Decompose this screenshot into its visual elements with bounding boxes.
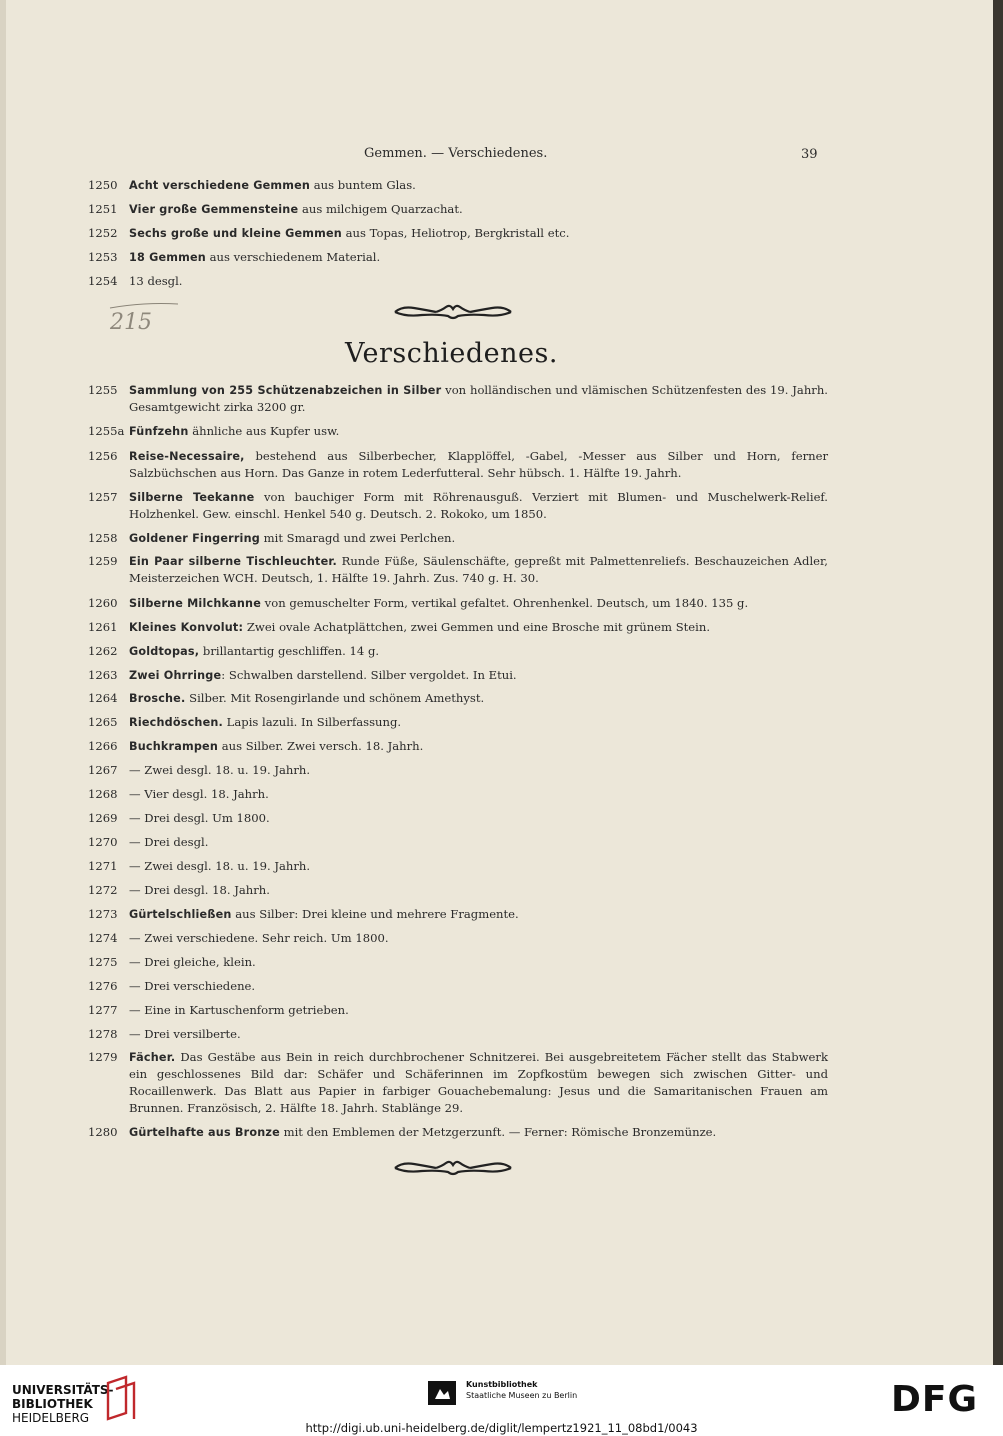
lot-text: — Drei versilberte. — [129, 1027, 241, 1041]
lot-text: 13 desgl. — [129, 274, 183, 288]
lot-text: bestehend aus Silberbecher, Klapplöffel, -Gabel, -Messer aus Silber und Horn, ferner Salzbüchschen aus Horn. Das Ganze in rotem Lederfutteral. Sehr hübsch. 1. Hälfte 19. Jahrh. — [129, 449, 828, 480]
lot-text: Das Gestäbe aus Bein in reich durchbrochener Schnitzerei. Bei ausgebreitetem Fächer stellt das Stabwerk ein geschlossenes Bild dar: Schäfer und Schäferinnen im Zopfkostüm bewegen sich zwischen Gitter- und Rocaillenwerk. Das Blatt aus Papier in farbiger Gouachebemalung: Jesus und die Samaritanischen Frauen am Brunnen. Französisch, 2. Hälfte 18. Jahrh. Stablänge 29. — [129, 1050, 828, 1115]
lot-text: mit den Emblemen der Metzgerzunft. — Ferner: Römische Bronzemünze. — [279, 1125, 717, 1139]
uni-line-2: BIBLIOTHEK — [12, 1397, 93, 1411]
lot-title: Acht verschiedene Gemmen — [129, 179, 311, 192]
lot-number: 1253 — [88, 250, 118, 264]
lot-number: 1280 — [88, 1125, 118, 1139]
kunstbibliothek-logo[interactable] — [466, 1379, 577, 1401]
lot-text: Lapis lazuli. In Silberfassung. — [223, 715, 402, 729]
lot-number: 1260 — [88, 596, 118, 610]
lot-title: Goldtopas, — [129, 645, 200, 658]
lot-title: Kleines Konvolut: — [129, 621, 244, 634]
page-edge — [0, 0, 6, 1365]
lot-description — [129, 1026, 828, 1043]
lot-description — [129, 595, 828, 612]
lot-text: — Drei desgl. 18. Jahrh. — [129, 883, 270, 897]
lot-number: 1255a — [88, 424, 125, 438]
lot-title: Riechdöschen. — [129, 716, 223, 729]
lot-text: von holländischen und vlämischen Schützenfesten des 19. Jahrh. Gesamtgewicht zirka 3200 gr. — [129, 383, 828, 414]
lot-description — [129, 249, 828, 266]
lot-description — [129, 714, 828, 731]
lot-description — [129, 1002, 828, 1019]
ornament-divider-top — [392, 301, 514, 323]
lot-number: 1264 — [88, 691, 118, 705]
lot-description — [129, 489, 828, 523]
lot-title: Sechs große und kleine Gemmen — [129, 227, 342, 240]
lot-description — [129, 810, 828, 827]
lot-description — [129, 273, 828, 290]
lot-text: — Vier desgl. 18. Jahrh. — [129, 787, 269, 801]
lot-description — [129, 177, 828, 194]
lot-title: Ein Paar silberne Tischleuchter. — [129, 555, 337, 568]
lot-description — [129, 882, 828, 899]
lot-text: aus buntem Glas. — [310, 178, 416, 192]
lot-number: 1271 — [88, 859, 118, 873]
lot-number: 1267 — [88, 763, 118, 777]
lot-text: ähnliche aus Kupfer usw. — [188, 424, 340, 438]
lot-number: 1274 — [88, 931, 118, 945]
lot-text: — Zwei desgl. 18. u. 19. Jahrh. — [129, 859, 311, 873]
lot-number: 1259 — [88, 554, 118, 568]
lot-number: 1278 — [88, 1027, 118, 1041]
lot-description — [129, 553, 828, 587]
lot-title: Zwei Ohrringe — [129, 669, 222, 682]
lot-description — [129, 201, 828, 218]
lot-title: Fächer. — [129, 1051, 176, 1064]
lot-text: — Drei desgl. Um 1800. — [129, 811, 270, 825]
lot-description — [129, 954, 828, 971]
header-title: Gemmen. — Verschiedenes. — [364, 146, 548, 161]
lot-description — [129, 423, 828, 440]
running-header — [0, 146, 1003, 166]
lot-text: brillantartig geschliffen. 14 g. — [199, 644, 380, 658]
lot-title: Vier große Gemmensteine — [129, 203, 299, 216]
section-heading: Verschiedenes. — [345, 338, 558, 369]
lot-text: aus milchigem Quarzachat. — [298, 202, 463, 216]
lot-title: 18 Gemmen — [129, 251, 206, 264]
dfg-logo[interactable]: DFG — [891, 1379, 979, 1420]
uni-line-1: UNIVERSITÄTS- — [12, 1383, 114, 1397]
lot-text: Silber. Mit Rosengirlande und schönem Amethyst. — [185, 691, 485, 705]
lot-description — [129, 906, 828, 923]
lot-text: aus Silber: Drei kleine und mehrere Fragmente. — [231, 907, 519, 921]
lot-title: Brosche. — [129, 692, 186, 705]
lot-number: 1273 — [88, 907, 118, 921]
lot-text: aus Silber. Zwei versch. 18. Jahrh. — [218, 739, 424, 753]
lot-description — [129, 978, 828, 995]
lot-number: 1252 — [88, 226, 118, 240]
lot-text: — Drei verschiedene. — [129, 979, 256, 993]
lot-number: 1272 — [88, 883, 118, 897]
lot-number: 1251 — [88, 202, 118, 216]
lot-number: 1277 — [88, 1003, 118, 1017]
kunstbibliothek-label: Kunstbibliothek — [466, 1380, 538, 1389]
lot-number: 1257 — [88, 490, 118, 504]
lot-description — [129, 530, 828, 547]
lot-number: 1279 — [88, 1050, 118, 1064]
lot-title: Buchkrampen — [129, 740, 219, 753]
lot-text: — Drei desgl. — [129, 835, 209, 849]
lot-number: 1258 — [88, 531, 118, 545]
lot-number: 1263 — [88, 668, 118, 682]
footer-bar — [0, 1365, 1003, 1436]
lot-title: Gürtelhafte aus Bronze — [129, 1126, 280, 1139]
lot-text: aus Topas, Heliotrop, Bergkristall etc. — [341, 226, 570, 240]
lot-description — [129, 690, 828, 707]
museen-label: Staatliche Museen zu Berlin — [466, 1391, 578, 1400]
lot-description — [129, 1049, 828, 1117]
lot-number: 1265 — [88, 715, 118, 729]
lot-number: 1275 — [88, 955, 118, 969]
lot-text: aus verschiedenem Material. — [205, 250, 381, 264]
lot-title: Sammlung von 255 Schützenabzeichen in Silber — [129, 384, 442, 397]
lot-number: 1276 — [88, 979, 118, 993]
lot-description — [129, 738, 828, 755]
uni-line-3: HEIDELBERG — [12, 1411, 90, 1425]
lot-title: Fünfzehn — [129, 425, 189, 438]
lot-number: 1268 — [88, 787, 118, 801]
lot-number: 1261 — [88, 620, 118, 634]
lot-number: 1269 — [88, 811, 118, 825]
lot-number: 1254 — [88, 274, 118, 288]
lot-number: 1256 — [88, 449, 118, 463]
lot-title: Silberne Teekanne — [129, 491, 255, 504]
lot-description — [129, 643, 828, 660]
lot-text: — Drei gleiche, klein. — [129, 955, 256, 969]
lot-description — [129, 667, 828, 684]
lot-description — [129, 858, 828, 875]
lot-description — [129, 225, 828, 242]
lot-text: von bauchiger Form mit Röhrenausguß. Verziert mit Blumen- und Muschelwerk-Relief. Holzhenkel. Gew. einschl. Henkel 540 g. Deutsch. 2. Rokoko, um 1850. — [129, 490, 828, 521]
lot-description — [129, 834, 828, 851]
lot-description — [129, 619, 828, 636]
lot-text: : Schwalben darstellend. Silber vergoldet. In Etui. — [221, 668, 517, 682]
lot-text: — Zwei desgl. 18. u. 19. Jahrh. — [129, 763, 311, 777]
university-library-logo[interactable] — [12, 1383, 114, 1425]
lot-number: 1270 — [88, 835, 118, 849]
lot-number: 1266 — [88, 739, 118, 753]
pencil-note: 215 — [110, 310, 152, 332]
kunstbibliothek-icon — [428, 1381, 456, 1405]
source-url[interactable]: http://digi.ub.uni-heidelberg.de/diglit/lempertz1921_11_08bd1/0043 — [305, 1421, 698, 1435]
lot-title: Goldener Fingerring — [129, 532, 260, 545]
lot-description — [129, 448, 828, 482]
lot-number: 1262 — [88, 644, 118, 658]
lot-title: Gürtelschließen — [129, 908, 232, 921]
lot-number: 1255 — [88, 383, 118, 397]
lot-description — [129, 382, 828, 416]
lot-title: Silberne Milchkanne — [129, 597, 261, 610]
lot-text: — Eine in Kartuschenform getrieben. — [129, 1003, 349, 1017]
lot-description — [129, 1124, 828, 1141]
lot-text: Runde Füße, Säulenschäfte, gepreßt mit Palmettenreliefs. Beschauzeichen Adler, Meisterzeichen WCH. Deutsch, 1. Hälfte 19. Jahrh. Zus. 740 g. H. 30. — [129, 554, 828, 585]
pencil-annotation — [104, 296, 184, 332]
lot-text: von gemuschelter Form, vertikal gefaltet. Ohrenhenkel. Deutsch, um 1840. 135 g. — [261, 596, 749, 610]
lot-number: 1250 — [88, 178, 118, 192]
lot-description — [129, 762, 828, 779]
lot-text: Zwei ovale Achatplättchen, zwei Gemmen und eine Brosche mit grünem Stein. — [243, 620, 711, 634]
lot-title: Reise-Necessaire, — [129, 450, 245, 463]
lot-description — [129, 930, 828, 947]
lot-description — [129, 786, 828, 803]
lot-text: — Zwei verschiedene. Sehr reich. Um 1800. — [129, 931, 389, 945]
ornament-divider-bottom — [392, 1157, 514, 1179]
page-number: 39 — [801, 147, 818, 162]
university-mark-icon — [104, 1373, 140, 1423]
lot-text: mit Smaragd und zwei Perlchen. — [259, 531, 456, 545]
